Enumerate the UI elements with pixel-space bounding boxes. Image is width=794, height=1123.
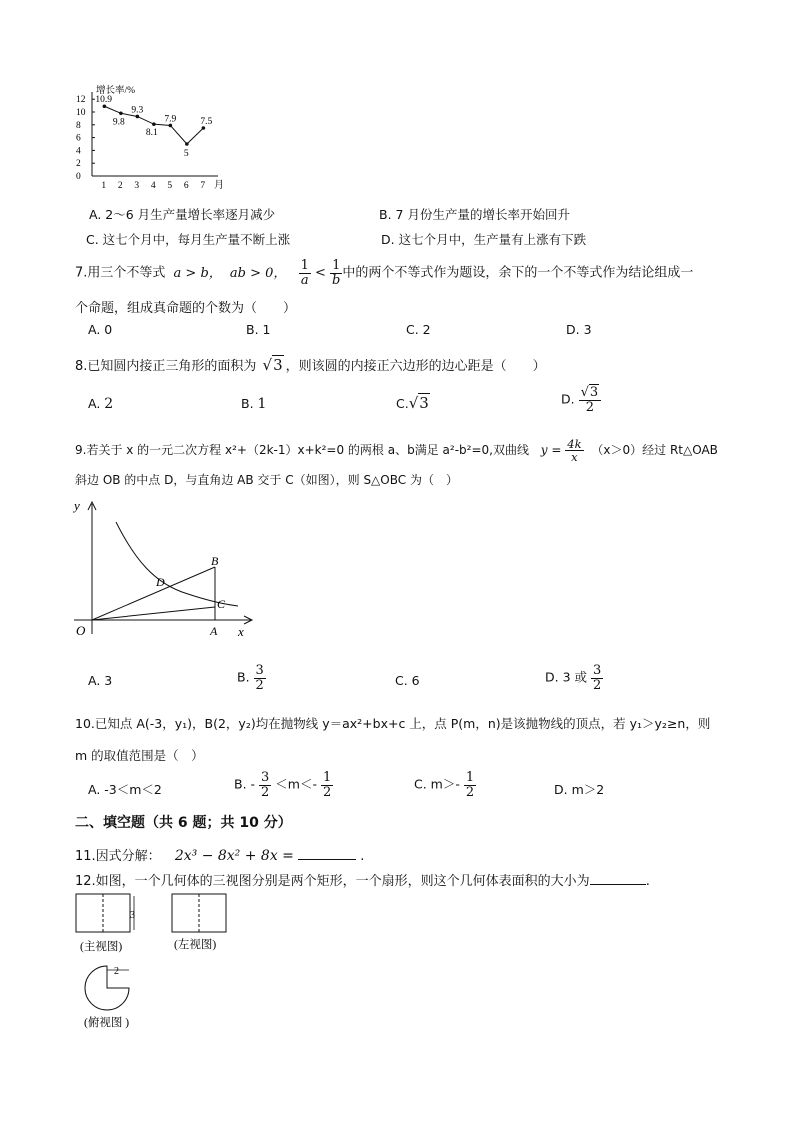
x-tick-label: 4	[150, 181, 156, 191]
segment-oc	[92, 607, 215, 620]
x-tick-label: 1	[101, 181, 107, 191]
data-point	[119, 111, 123, 115]
x-tick-label: 7	[200, 181, 206, 191]
q9-hyperbola-figure	[70, 494, 260, 642]
q10-option-b[interactable]: B. - $\frac{3}{2}$ ＜m＜- $\frac{1}{2}$	[234, 770, 332, 800]
q10-option-d[interactable]: D. m＞2	[554, 782, 605, 797]
x-tick-label: 3	[134, 181, 140, 191]
top-view-caption: (俯视图 )	[84, 1017, 130, 1029]
q8-option-a[interactable]: A. 2	[88, 396, 114, 412]
y-tick-label: 10	[76, 108, 86, 118]
q9-stem-line1: 9.若关于 x 的一元二次方程 x²+（2k-1）x+k²=0 的两根 a、b满足 a²-b²=0,双曲线 y = $\frac{4k}{x}$ （x＞0）经过 Rt△OAB	[75, 437, 718, 465]
data-label: 10.9	[95, 95, 112, 106]
label-c: C	[217, 597, 226, 611]
side-view-caption: (左视图)	[174, 939, 217, 951]
data-label: 9.3	[131, 105, 144, 116]
q8-option-b[interactable]: B. 1	[241, 396, 267, 412]
q7-option-d[interactable]: D. 3	[566, 322, 592, 337]
dim-label-3: 3	[130, 910, 135, 921]
three-view-figure	[70, 888, 240, 1038]
label-a: A	[210, 624, 218, 638]
q6-option-b[interactable]: B. 7 月份生产量的增长率开始回升	[379, 207, 570, 222]
y-tick-label: 12	[76, 95, 86, 106]
label-d: D	[156, 575, 165, 589]
q9-stem-line2: 斜边 OB 的中点 D，与直角边 AB 交于 C（如图），则 S△OBC 为（ ）	[75, 473, 458, 487]
data-point	[152, 122, 156, 126]
label-o: O	[76, 623, 86, 638]
section-title: 二、填空题（共 6 题；共 10 分）	[75, 815, 292, 831]
y-tick-label: 6	[76, 133, 81, 144]
growth-rate-chart	[70, 80, 230, 192]
q11-answer-blank[interactable]	[298, 847, 356, 860]
q7-option-c[interactable]: C. 2	[406, 322, 431, 337]
label-b: B	[211, 554, 219, 568]
q9-option-c[interactable]: C. 6	[395, 673, 420, 688]
q7-option-a[interactable]: A. 0	[88, 322, 113, 337]
data-label: 8.1	[145, 128, 158, 139]
q6-option-c[interactable]: C. 这七个月中，每月生产量不断上涨	[86, 232, 291, 247]
y-tick-label: 4	[76, 146, 81, 157]
chart-ylabel: 增长率/%	[96, 86, 136, 96]
q9-option-d[interactable]: D. 3 或 $\frac{3}{2}$	[545, 663, 602, 693]
data-label: 5	[183, 149, 189, 159]
data-point	[185, 142, 189, 146]
q8-stem: 8.已知圆内接正三角形的面积为 √3 ，则该圆的内接正六边形的边心距是（ ）	[75, 356, 546, 374]
q11-stem: 11.因式分解： 2x³ − 8x² + 8x = .	[75, 848, 365, 864]
q6-option-a[interactable]: A. 2～6 月生产量增长率逐月减少	[89, 207, 276, 222]
x-tick-label: 5	[167, 181, 173, 191]
data-label: 7.5	[200, 117, 213, 127]
q12-answer-blank[interactable]	[590, 872, 646, 885]
y-tick-label: 8	[76, 120, 81, 131]
q8-option-c[interactable]: C.√3	[396, 394, 429, 412]
data-label: 9.8	[112, 117, 125, 128]
label-x: x	[238, 624, 244, 639]
q7-stem-line2: 个命题，组成真命题的个数为（ ）	[75, 301, 297, 316]
q7-stem-line1: 7.用三个不等式 a > b， ab > 0， $\frac{1}{a}$ < $\frac{1}{b}$ 中的两个不等式作为题设，余下的一个不等式作为结论组成一	[75, 258, 694, 288]
chart-xlabel: 月	[214, 180, 224, 191]
q6-option-d[interactable]: D. 这七个月中，生产量有上涨有下跌	[381, 232, 587, 247]
x-tick-label: 2	[117, 181, 123, 191]
q9-option-a[interactable]: A. 3	[88, 673, 113, 688]
front-view-caption: (主视图)	[80, 941, 123, 953]
y-tick-label: 2	[76, 159, 81, 170]
y-tick-label: 0	[76, 172, 81, 182]
label-y: y	[74, 498, 80, 513]
q12-stem: 12.如图，一个几何体的三视图分别是两个矩形，一个扇形，则这个几何体表面积的大小为 .	[75, 874, 650, 889]
q8-option-d[interactable]: D. $\frac{√3}{2}$	[561, 386, 601, 414]
q10-stem-line2: m 的取值范围是（ ）	[75, 748, 204, 763]
dim-label-2: 2	[114, 966, 119, 977]
x-tick-label: 6	[183, 181, 189, 191]
q9-option-b[interactable]: B. $\frac{3}{2}$	[237, 663, 264, 693]
hyperbola-curve	[116, 522, 238, 606]
q10-option-a[interactable]: A. -3＜m＜2	[88, 782, 162, 797]
q10-stem-line1: 10.已知点 A(-3，y₁)，B(2，y₂)均在抛物线 y＝ax²+bx+c 上，点 P(m，n)是该抛物线的顶点，若 y₁＞y₂≥n，则	[75, 716, 711, 731]
top-view-sector	[85, 966, 129, 1010]
data-label: 7.9	[164, 114, 177, 125]
q10-option-c[interactable]: C. m＞- $\frac{1}{2}$	[414, 770, 475, 800]
q7-option-b[interactable]: B. 1	[246, 322, 271, 337]
